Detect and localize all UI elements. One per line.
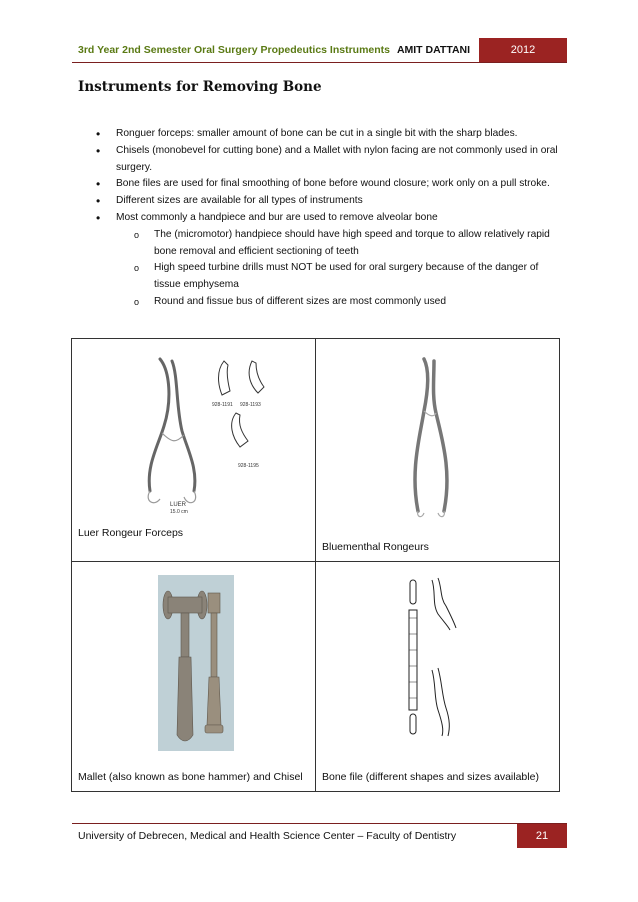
figure-cell-bonefile [316, 562, 560, 792]
section-heading: Instruments for Removing Bone [78, 79, 322, 95]
bonefile-caption: Bone file (different shapes and sizes available) [322, 771, 539, 783]
luer-code-2: 928-1193 [240, 402, 261, 408]
list-item: • Bone files are used for final smoothing of bone before wound closure; work only on a pull stroke. [96, 176, 566, 193]
list-item-text: Most commonly a handpiece and bur are used to remove alveolar bone [116, 211, 438, 223]
list-item: • Different sizes are available for all types of instruments [96, 193, 566, 210]
page-header [72, 38, 567, 63]
luer-name-label: LUER [170, 502, 187, 508]
luer-code-1: 928-1191 [212, 402, 233, 408]
sub-list-item: o Round and fissue bus of different sizes are most commonly used [116, 294, 566, 311]
luer-code-3: 928-1195 [238, 463, 259, 469]
figure-cell-mallet [72, 562, 316, 792]
sub-list-item: o The (micromotor) handpiece should have high speed and torque to allow relatively rapid bone removal and efficient sectioning of teeth [116, 227, 566, 261]
figure-cell-bluementhal [316, 339, 560, 562]
sub-list-item: o High speed turbine drills must NOT be used for oral surgery because of the danger of tissue emphysema [116, 260, 566, 294]
luer-caption: Luer Rongeur Forceps [78, 527, 184, 539]
bluementhal-caption: Bluementhal Rongeurs [322, 541, 429, 553]
luer-rongeur-image [132, 351, 292, 516]
bullet-list [96, 126, 566, 311]
header-author: AMIT DATTANI [396, 44, 471, 56]
sub-bullet-list [116, 227, 566, 311]
page-number: 21 [517, 824, 567, 848]
bluementhal-rongeur-image [394, 351, 474, 521]
header-title: 3rd Year 2nd Semester Oral Surgery Propedeutics Instruments [78, 44, 391, 56]
luer-size-label: 15.0 cm [170, 509, 188, 515]
list-item [96, 210, 566, 311]
list-item: • Ronguer forceps: smaller amount of bone can be cut in a single bit with the sharp blades. [96, 126, 566, 143]
footer-text: University of Debrecen, Medical and Health Science Center – Faculty of Dentistry [78, 830, 457, 842]
page-footer [72, 823, 567, 848]
header-year: 2012 [479, 38, 567, 62]
list-item: • Chisels (monobevel for cutting bone) and a Mallet with nylon facing are not commonly used in oral surgery. [96, 143, 566, 177]
figure-cell-luer [72, 339, 316, 562]
bone-file-image [402, 574, 466, 740]
mallet-chisel-image [158, 575, 234, 751]
instrument-figure-table [71, 338, 560, 792]
mallet-caption: Mallet (also known as bone hammer) and Chisel [78, 771, 303, 783]
